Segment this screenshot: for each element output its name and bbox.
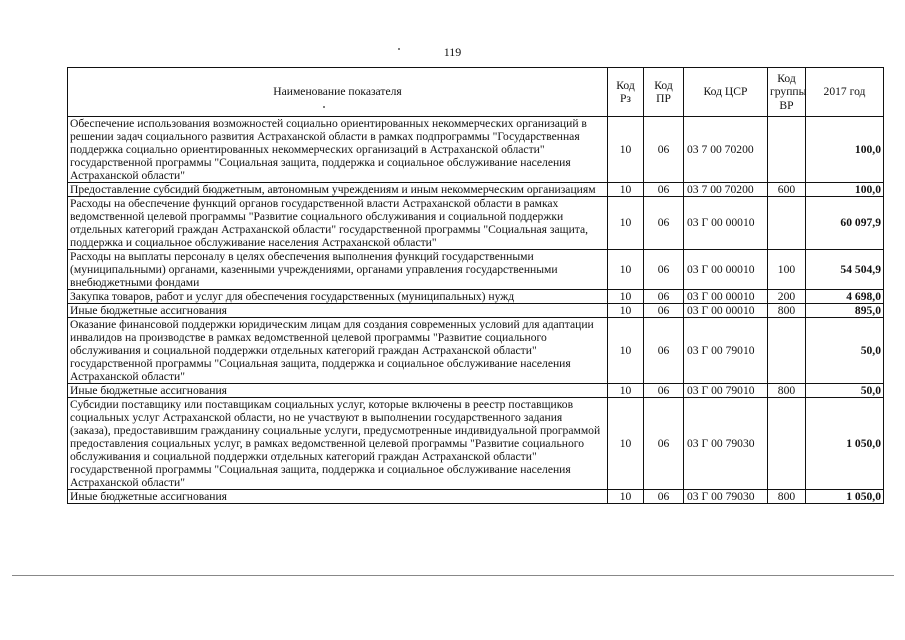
row-vr: 800	[768, 303, 806, 317]
row-name: Иные бюджетные ассигнования	[68, 303, 608, 317]
row-amount: 50,0	[806, 317, 884, 383]
row-csr: 03 7 00 70200	[684, 117, 768, 183]
row-rz: 10	[608, 383, 644, 397]
header-vr: Код группы ВР	[768, 68, 806, 117]
row-amount: 54 504,9	[806, 249, 884, 289]
row-csr: 03 Г 00 79030	[684, 397, 768, 489]
table-row	[68, 489, 884, 503]
header-year: 2017 год	[806, 68, 884, 117]
header-pr: Код ПР	[644, 68, 684, 117]
row-pr: 06	[644, 117, 684, 183]
row-pr: 06	[644, 249, 684, 289]
row-csr: 03 Г 00 00010	[684, 196, 768, 249]
row-name: Закупка товаров, работ и услуг для обеспечения государственных (муниципальных) нужд	[68, 289, 608, 303]
row-vr: 100	[768, 249, 806, 289]
table-row	[68, 289, 884, 303]
row-pr: 06	[644, 289, 684, 303]
row-csr: 03 Г 00 00010	[684, 303, 768, 317]
row-name: Предоставление субсидий бюджетным, автономным учреждениям и иным некоммерческим организациям	[68, 182, 608, 196]
table-row	[68, 397, 884, 489]
row-csr: 03 Г 00 79010	[684, 383, 768, 397]
table-row	[68, 303, 884, 317]
scan-speck	[398, 48, 400, 50]
row-vr	[768, 397, 806, 489]
row-amount: 60 097,9	[806, 196, 884, 249]
row-pr: 06	[644, 196, 684, 249]
row-name: Расходы на выплаты персоналу в целях обеспечения выполнения функций государственными (муниципальными) органами, казенными учреждениями, органами управления государственными внебюджетными фондами	[68, 249, 608, 289]
table-row	[68, 117, 884, 183]
table-row	[68, 383, 884, 397]
table-body	[68, 117, 884, 504]
header-rz: Код Рз	[608, 68, 644, 117]
row-csr: 03 7 00 70200	[684, 182, 768, 196]
table-row	[68, 196, 884, 249]
row-amount: 1 050,0	[806, 489, 884, 503]
table-header	[68, 68, 884, 117]
row-rz: 10	[608, 289, 644, 303]
row-csr: 03 Г 00 00010	[684, 289, 768, 303]
row-vr	[768, 317, 806, 383]
row-amount: 895,0	[806, 303, 884, 317]
row-pr: 06	[644, 182, 684, 196]
row-vr	[768, 117, 806, 183]
scan-speck	[323, 106, 325, 108]
row-rz: 10	[608, 397, 644, 489]
row-amount: 1 050,0	[806, 397, 884, 489]
row-csr: 03 Г 00 79010	[684, 317, 768, 383]
row-rz: 10	[608, 117, 644, 183]
row-vr: 200	[768, 289, 806, 303]
row-rz: 10	[608, 182, 644, 196]
row-rz: 10	[608, 196, 644, 249]
table-row	[68, 317, 884, 383]
scan-edge-line	[12, 575, 894, 576]
row-pr: 06	[644, 303, 684, 317]
row-vr: 600	[768, 182, 806, 196]
row-pr: 06	[644, 489, 684, 503]
row-name: Субсидии поставщику или поставщикам социальных услуг, которые включены в реестр поставщиков социальных услуг Астраханской области, но не участвуют в выполнении государственного задания (заказа), предоставившим гражданину социальные услуги, предусмотренные индивидуальной программой предоставления социальных услуг, в рамках ведомственной целевой программы "Развитие социального обслуживания и социальной поддержки отдельных категорий граждан Астраханской области" государственной программы "Социальная защита, поддержка и социальное обслуживание населения Астраханской области"	[68, 397, 608, 489]
header-csr: Код ЦСР	[684, 68, 768, 117]
row-vr: 800	[768, 383, 806, 397]
page-number: 119	[443, 45, 462, 59]
row-amount: 4 698,0	[806, 289, 884, 303]
row-name: Иные бюджетные ассигнования	[68, 383, 608, 397]
row-rz: 10	[608, 303, 644, 317]
row-amount: 100,0	[806, 182, 884, 196]
row-amount: 100,0	[806, 117, 884, 183]
header-name: Наименование показателя	[68, 68, 608, 117]
row-rz: 10	[608, 249, 644, 289]
row-pr: 06	[644, 397, 684, 489]
budget-table	[67, 67, 884, 504]
row-vr	[768, 196, 806, 249]
row-csr: 03 Г 00 79030	[684, 489, 768, 503]
table-row	[68, 249, 884, 289]
row-pr: 06	[644, 317, 684, 383]
row-name: Расходы на обеспечение функций органов государственной власти Астраханской области в рамках ведомственной целевой программы "Развитие социального обслуживания и социальной поддержки отдельных категорий граждан Астраханской области" государственной программы "Социальная защита, поддержка и социальное обслуживание населения Астраханской области"	[68, 196, 608, 249]
row-name: Иные бюджетные ассигнования	[68, 489, 608, 503]
row-pr: 06	[644, 383, 684, 397]
row-name: Оказание финансовой поддержки юридическим лицам для создания современных условий для адаптации инвалидов на производстве в рамках ведомственной целевой программы "Развитие социального обслуживания и социальной поддержки отдельных категорий граждан Астраханской области" государственной программы "Социальная защита, поддержка и социальное обслуживание населения Астраханской области"	[68, 317, 608, 383]
row-amount: 50,0	[806, 383, 884, 397]
row-vr: 800	[768, 489, 806, 503]
row-rz: 10	[608, 489, 644, 503]
row-rz: 10	[608, 317, 644, 383]
row-name: Обеспечение использования возможностей социально ориентированных некоммерческих организаций в решении задач социального развития Астраханской области в рамках подпрограммы "Государственная поддержка социально ориентированных некоммерческих организаций в Астраханской области" государственной программы "Социальная защита, поддержка и социальное обслуживание населения Астраханской области"	[68, 117, 608, 183]
row-csr: 03 Г 00 00010	[684, 249, 768, 289]
table-row	[68, 182, 884, 196]
